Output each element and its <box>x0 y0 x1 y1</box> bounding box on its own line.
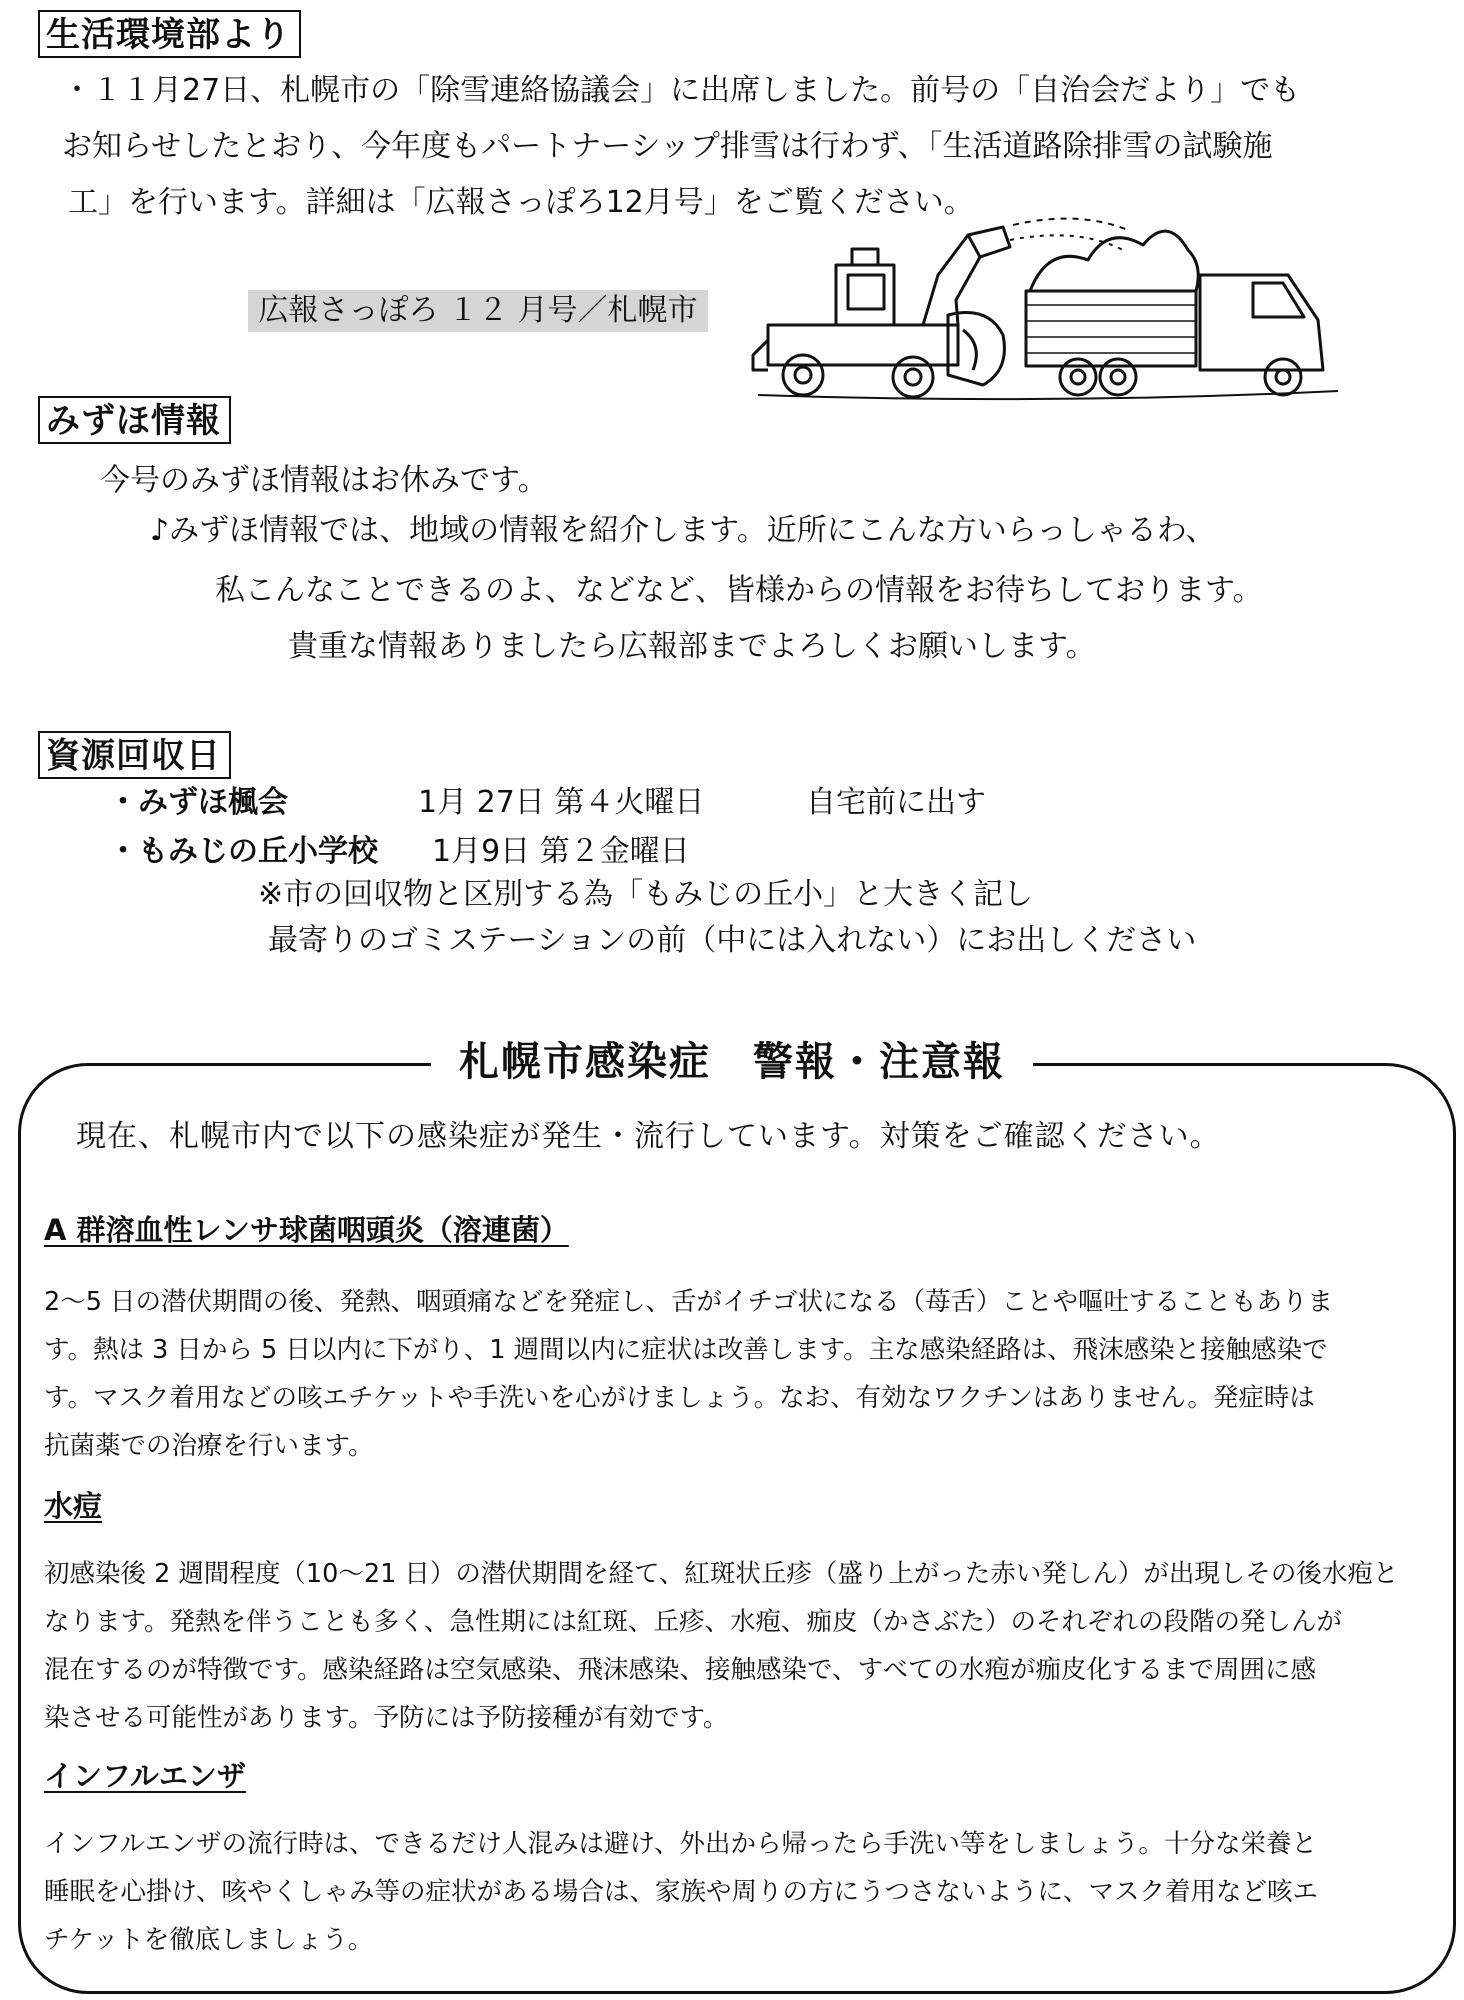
shigen-row-1-name: ・みずほ楓会 <box>108 785 288 820</box>
shigen-row-2-name: ・もみじの丘小学校 <box>108 834 378 869</box>
disease-title-strep: A 群溶血性レンサ球菌咽頭炎（溶連菌） <box>44 1213 569 1247</box>
disease-strep-line: す。熱は 3 日から 5 日以内に下がり、1 週間以内に症状は改善します。主な感染経路は、飛沫感染と接触感染で <box>44 1335 1328 1365</box>
disease-text-strep <box>44 1278 1424 1470</box>
shigen-row-1-date: 1月 27日 第４火曜日 <box>418 785 705 820</box>
shigen-note-1: ※市の回収物と区別する為「もみじの丘小」と大きく記し <box>258 877 1034 912</box>
disease-title-influenza: インフルエンザ <box>44 1759 246 1793</box>
disease-varicella-line: なります。発熱を伴うことも多く、急性期には紅斑、丘疹、水疱、痂皮（かさぶた）のそれぞれの段階の発しんが <box>44 1607 1342 1637</box>
mizuho-line-4: 貴重な情報ありましたら広報部までよろしくお願いします。 <box>288 629 1096 664</box>
disease-varicella-line: 混在するのが特徴です。感染経路は空気感染、飛沫感染、接触感染で、すべての水疱が痂皮化するまで周囲に感 <box>44 1655 1316 1685</box>
snowplow-truck-icon <box>748 205 1348 405</box>
mizuho-line-3: 私こんなことできるのよ、などなど、皆様からの情報をお待ちしております。 <box>215 573 1263 608</box>
shigen-note-2: 最寄りのゴミステーションの前（中には入れない）にお出しください <box>268 923 1197 958</box>
kouhou-banner: 広報さっぽろ １２ 月号／札幌市 <box>248 290 708 332</box>
disease-strep-line: 抗菌薬での治療を行います。 <box>44 1431 374 1461</box>
disease-strep-line: す。マスク着用などの咳エチケットや手洗いを心がけましょう。なお、有効なワクチンはありません。発症時は <box>44 1383 1315 1413</box>
disease-influenza-line: インフルエンザの流行時は、できるだけ人混みは避け、外出から帰ったら手洗い等をしましょう。十分な栄養と <box>44 1829 1317 1859</box>
section-heading-shigen: 資源回収日 <box>38 731 231 779</box>
infection-box-title: 札幌市感染症 警報・注意報 <box>431 1039 1033 1085</box>
section-heading-mizuho: みずほ情報 <box>38 396 231 444</box>
section-heading-seikatsu: 生活環境部より <box>38 10 301 58</box>
disease-varicella-line: 染させる可能性があります。予防には予防接種が有効です。 <box>44 1703 729 1733</box>
seikatsu-line-1: ・１１月27日、札幌市の「除雪連絡協議会」に出席しました。前号の「自治会だより」でも <box>62 73 1301 108</box>
shigen-row-2-date: 1月9日 第２金曜日 <box>432 834 690 869</box>
disease-influenza-line: チケットを徹底しましょう。 <box>44 1925 374 1955</box>
seikatsu-line-3: 工」を行います。詳細は「広報さっぽろ12月号」をご覧ください。 <box>68 185 974 220</box>
mizuho-line-1: 今号のみずほ情報はお休みです。 <box>100 463 548 498</box>
disease-strep-line: 2～5 日の潜伏期間の後、発熱、咽頭痛などを発症し、舌がイチゴ状になる（苺舌）ことや嘔吐することもありま <box>44 1287 1334 1317</box>
disease-varicella-line: 初感染後 2 週間程度（10～21 日）の潜伏期間を経て、紅斑状丘疹（盛り上がった赤い発しん）が出現しその後水疱と <box>44 1559 1399 1589</box>
disease-text-varicella <box>44 1550 1424 1742</box>
infection-intro: 現在、札幌市内で以下の感染症が発生・流行しています。対策をご確認ください。 <box>76 1119 1221 1154</box>
seikatsu-line-2: お知らせしたとおり、今年度もパートナーシップ排雪は行わず、「生活道路除排雪の試験施 <box>62 129 1273 164</box>
disease-title-varicella: 水痘 <box>44 1489 103 1523</box>
infection-box-title-wrap <box>0 1036 1464 1088</box>
shigen-row-1-note: 自宅前に出す <box>806 785 986 820</box>
mizuho-line-2: ♪みずほ情報では、地域の情報を紹介します。近所にこんな方いらっしゃるわ、 <box>150 513 1216 548</box>
disease-text-influenza <box>44 1820 1424 1964</box>
disease-influenza-line: 睡眠を心掛け、咳やくしゃみ等の症状がある場合は、家族や周りの方にうつさないように、マスク着用など咳エ <box>44 1877 1318 1907</box>
